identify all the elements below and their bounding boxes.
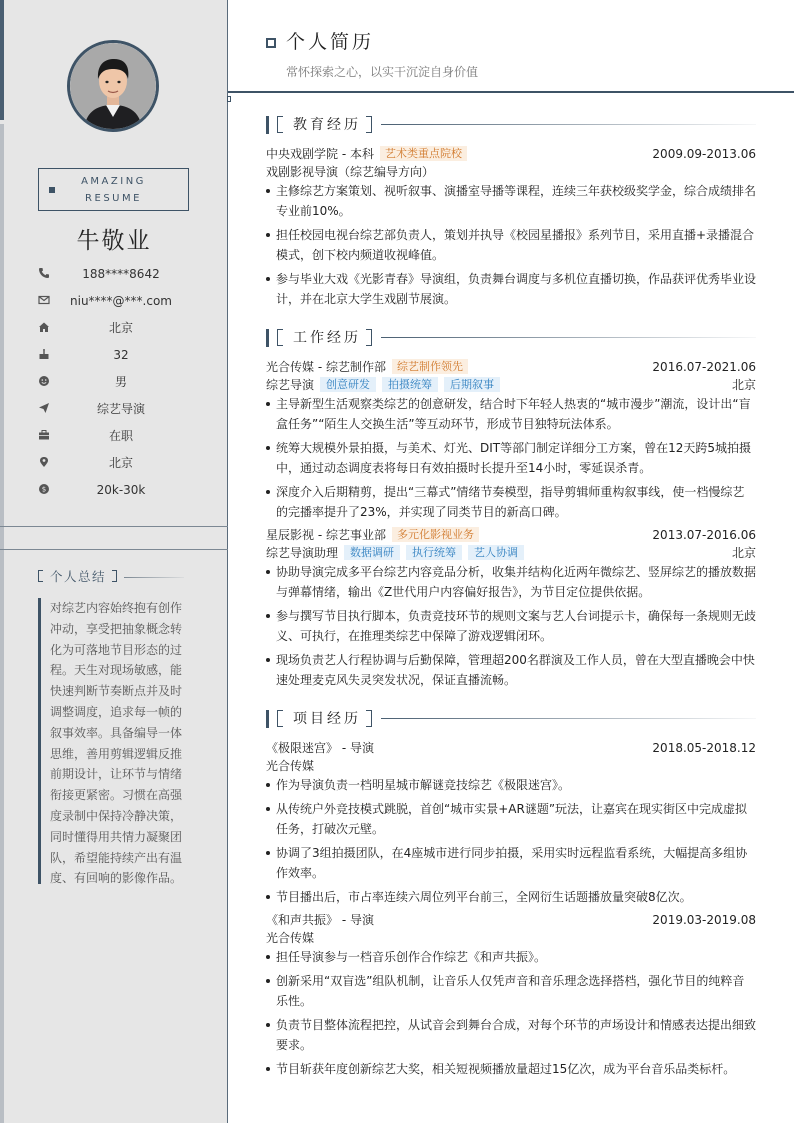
- list-item: 担任导演参与一档音乐创作合作综艺《和声共振》。: [266, 947, 756, 967]
- education-bullets: [266, 181, 756, 313]
- summary-box: [38, 598, 188, 884]
- briefcase-icon: [38, 429, 50, 441]
- info-value: 综艺导演: [96, 402, 145, 416]
- info-salary: [38, 482, 188, 500]
- info-value: niu****@***.com: [70, 294, 172, 308]
- list-item: 主导新型生活观察类综艺的创意研发，结合时下年轻人热衷的“城市漫步”潮流，设计出“盲盒任务”“陌生人交换生活”等互动环节，形成节目独特玩法体系。: [266, 394, 756, 434]
- job-date: 2016.07-2021.06: [652, 360, 756, 374]
- project-row: [266, 911, 756, 929]
- list-item: 担任校园电视台综艺部负责人，策划并执导《校园星播报》系列节目，采用直播+录播混合模式，创下校内频道收视峰值。: [266, 225, 756, 265]
- mail-icon: [38, 294, 50, 306]
- skill-tag: 数据调研: [344, 545, 400, 560]
- list-item: 参与撰写节目执行脚本，负责竞技环节的规则文案与艺人台词提示卡，确保每一条规则无歧义、可执行，在推理类综艺中保障了游戏逻辑闭环。: [266, 606, 756, 646]
- project-company-row: [266, 929, 756, 947]
- bracket-left: [277, 329, 283, 346]
- section-bar: [266, 329, 269, 347]
- divider: [381, 124, 756, 125]
- section-title: 教育经历: [293, 117, 361, 133]
- section-title: 项目经历: [293, 711, 361, 727]
- job-city: 北京: [731, 546, 756, 560]
- section-header-work: [266, 329, 756, 347]
- info-job: [38, 401, 188, 419]
- job-bullets: [266, 562, 756, 694]
- amazing-text: AMAZING: [81, 176, 146, 187]
- project-company: 光合传媒: [266, 931, 315, 945]
- school-name: 中央戏剧学院 - 本科: [266, 147, 374, 161]
- list-item: 协助导演完成多平台综艺内容竞品分析，收集并结构化近两年微综艺、竖屏综艺的播放数据与弹幕情绪，输出《Z世代用户内容偏好报告》，为节目定位提供依据。: [266, 562, 756, 602]
- project-bullets: [266, 947, 756, 1083]
- info-email: [38, 293, 188, 311]
- skill-tag: 拍摄统筹: [382, 377, 438, 392]
- list-item: 深度介入后期精剪，提出“三幕式”情绪节奏模型，指导剪辑师重构叙事线，使一档慢综艺的完播率提升了23%，并实现了同类节目的新高口碑。: [266, 482, 756, 522]
- school-tag: 艺术类重点院校: [380, 146, 467, 161]
- send-icon: [38, 402, 50, 414]
- job-row: [266, 526, 756, 544]
- sidebar: [0, 0, 228, 1123]
- svg-text:$: $: [41, 485, 47, 494]
- cake-icon: [38, 348, 50, 360]
- company-tag: 多元化影视业务: [392, 527, 479, 542]
- list-item: 作为导演负责一档明星城市解谜竞技综艺《极限迷宫》。: [266, 775, 756, 795]
- company-name: 星辰影视 - 综艺事业部: [266, 528, 386, 542]
- info-value: 32: [113, 348, 129, 362]
- role-row: [266, 544, 756, 562]
- list-item: 现场负责艺人行程协调与后勤保障，管理超200名群演及工作人员，曾在大型直播晚会中快速处理麦克风失灵突发状况，保证直播流畅。: [266, 650, 756, 690]
- list-item: 创新采用“双盲选”组队机制，让音乐人仅凭声音和音乐理念选择搭档，强化节目的纯粹音乐性。: [266, 971, 756, 1011]
- amazing-resume-box: [38, 168, 189, 211]
- project-name: 《和声共振》 - 导演: [266, 913, 374, 927]
- project-bullets: [266, 775, 756, 911]
- info-gender: [38, 374, 188, 392]
- info-value: 在职: [108, 429, 133, 443]
- skill-tag: 艺人协调: [468, 545, 524, 560]
- resume-text: RESUME: [85, 193, 142, 204]
- education-row: [266, 145, 756, 163]
- section-bar: [266, 710, 269, 728]
- project-row: [266, 739, 756, 757]
- role-row: [266, 376, 756, 394]
- project-date: 2018.05-2018.12: [652, 741, 756, 755]
- project-company: 光合传媒: [266, 759, 315, 773]
- skill-tag: 后期叙事: [444, 377, 500, 392]
- bracket-left: [277, 116, 283, 133]
- location-icon: [38, 456, 50, 468]
- page-title: 个人简历: [286, 31, 375, 53]
- info-value: 男: [114, 375, 127, 389]
- summary-title: 个人总结: [50, 569, 107, 584]
- summary-header: [38, 568, 188, 586]
- major-row: [266, 163, 756, 181]
- coin-icon: [38, 483, 50, 495]
- section-bar: [266, 116, 269, 134]
- home-icon: [38, 321, 50, 333]
- company-name: 光合传媒 - 综艺制作部: [266, 360, 386, 374]
- bracket-right: [366, 329, 372, 346]
- job-date: 2013.07-2016.06: [652, 528, 756, 542]
- job-row: [266, 358, 756, 376]
- bracket-left: [38, 570, 43, 582]
- header-divider: [228, 91, 794, 93]
- section-header-projects: [266, 710, 756, 728]
- company-tag: 综艺制作领先: [392, 359, 468, 374]
- info-phone: [38, 266, 188, 284]
- person-name: 牛敬业: [76, 228, 152, 254]
- info-value: 北京: [108, 321, 133, 335]
- divider: [381, 337, 756, 338]
- education-date: 2009.09-2013.06: [652, 147, 756, 161]
- job-city: 北京: [731, 378, 756, 392]
- list-item: 协调了3组拍摄团队，在4座城市进行同步拍摄，采用实时远程监看系统，大幅提高多组协作效率。: [266, 843, 756, 883]
- job-role: 综艺导演助理: [266, 546, 339, 560]
- skill-tag: 创意研发: [320, 377, 376, 392]
- divider: [0, 549, 228, 550]
- info-value: 北京: [108, 456, 133, 470]
- job-bullets: [266, 394, 756, 526]
- phone-icon: [38, 267, 50, 279]
- info-value: 188****8642: [82, 267, 160, 281]
- section-title: 工作经历: [293, 330, 361, 346]
- project-company-row: [266, 757, 756, 775]
- divider: [0, 526, 228, 527]
- summary-text: 对综艺内容始终抱有创作冲动，享受把抽象概念转化为可落地节目形态的过程。天生对现场敏感，能快速判断节奏断点并及时调整调度，追求每一帧的叙事效率。具备编导一体思维，善用剪辑逻辑反推前期设计，让环节与情绪衔接更紧密。习惯在高强度录制中保持冷静决策，同时懂得用共情力凝聚团队，希望能持续产出有温度、有回响的影像作品。: [50, 601, 183, 886]
- sidebar-accent: [0, 0, 4, 120]
- divider: [124, 577, 184, 578]
- info-value: 20k-30k: [96, 483, 146, 497]
- info-city: [38, 320, 188, 338]
- list-item: 从传统户外竞技模式跳脱，首创“城市实景+AR谜题”玩法，让嘉宾在现实街区中完成虚拟任务，打破次元壁。: [266, 799, 756, 839]
- info-location: [38, 455, 188, 473]
- avatar: [67, 40, 159, 132]
- tick-mark: [227, 96, 231, 102]
- list-item: 负责节目整体流程把控，从试音会到舞台合成，对每个环节的声场设计和情感表达提出细致要求。: [266, 1015, 756, 1055]
- list-item: 节目播出后，市占率连续六周位列平台前三，全网衍生话题播放量突破8亿次。: [266, 887, 756, 907]
- section-header-education: [266, 116, 756, 134]
- page-subtitle: 常怀探索之心，以实干沉淀自身价值: [286, 65, 479, 79]
- info-age: [38, 347, 188, 365]
- job-role: 综艺导演: [266, 378, 315, 392]
- square-icon: [266, 38, 276, 48]
- bracket-right: [112, 570, 117, 582]
- project-name: 《极限迷宫》 - 导演: [266, 741, 374, 755]
- list-item: 主修综艺方案策划、视听叙事、演播室导播等课程，连续三年获校级奖学金，综合成绩排名专业前10%。: [266, 181, 756, 221]
- list-item: 参与毕业大戏《光影青春》导演组，负责舞台调度与多机位直播切换，作品获评优秀毕业设计，并在北京大学生戏剧节展演。: [266, 269, 756, 309]
- skill-tag: 执行统筹: [406, 545, 462, 560]
- bracket-right: [366, 116, 372, 133]
- sidebar-accent: [0, 124, 4, 1123]
- project-date: 2019.03-2019.08: [652, 913, 756, 927]
- bracket-left: [277, 710, 283, 727]
- list-item: 节目斩获年度创新综艺大奖，相关短视频播放量超过15亿次，成为平台音乐品类标杆。: [266, 1059, 756, 1079]
- major: 戏剧影视导演（综艺编导方向）: [266, 165, 435, 179]
- face-icon: [38, 375, 50, 387]
- bracket-right: [366, 710, 372, 727]
- info-status: [38, 428, 188, 446]
- divider: [381, 718, 756, 719]
- list-item: 统筹大规模外景拍摄，与美术、灯光、DIT等部门制定详细分工方案，曾在12天跨5城拍摄中，通过动态调度表将每日有效拍摄时长提升至14小时，零延误杀青。: [266, 438, 756, 478]
